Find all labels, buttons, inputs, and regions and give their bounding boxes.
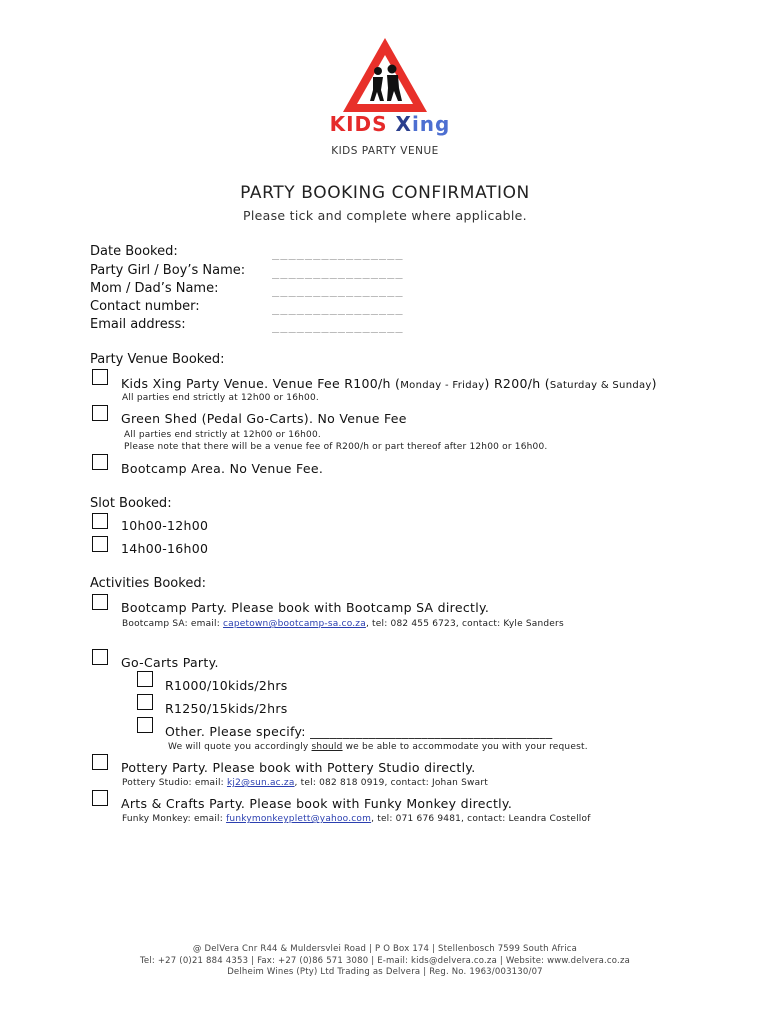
page-title: PARTY BOOKING CONFIRMATION xyxy=(240,183,530,203)
activity-pottery-note: Pottery Studio: email: kj2@sun.ac.za, tel: 082 818 0919, contact: Johan Swart xyxy=(122,778,488,788)
child-name-label: Party Girl / Boy’s Name: xyxy=(90,263,246,278)
activity-arts-crafts-note: Funky Monkey: email: funkymonkeyplett@yahoo.com, tel: 071 676 9481, contact: Leandra Costellof xyxy=(122,814,591,824)
go-carts-other-checkbox[interactable] xyxy=(137,717,153,733)
activity-bootcamp-checkbox[interactable] xyxy=(92,594,108,610)
footer-contact: Tel: +27 (0)21 884 4353 | Fax: +27 (0)86 571 3080 | E-mail: kids@delvera.co.za | Website: www.delvera.co.za xyxy=(139,956,631,966)
brand-wordmark: KIDS Xing xyxy=(329,112,451,136)
go-carts-10kids-label: R1000/10kids/2hrs xyxy=(165,678,288,693)
parent-name-label: Mom / Dad’s Name: xyxy=(90,281,219,296)
parent-name-field[interactable]: ________________ xyxy=(272,283,404,297)
activity-bootcamp-note: Bootcamp SA: email: capetown@bootcamp-sa.co.za, tel: 082 455 6723, contact: Kyle Sanders xyxy=(122,619,564,629)
venue-heading: Party Venue Booked: xyxy=(90,352,225,367)
venue-green-shed-note-1: All parties end strictly at 12h00 or 16h00. xyxy=(124,430,321,440)
email-field[interactable]: ________________ xyxy=(272,319,404,333)
date-booked-field[interactable]: ________________ xyxy=(272,246,404,260)
slot-afternoon-checkbox[interactable] xyxy=(92,536,108,552)
activity-arts-crafts-checkbox[interactable] xyxy=(92,790,108,806)
slot-heading: Slot Booked: xyxy=(90,496,172,511)
slot-afternoon-label: 14h00-16h00 xyxy=(121,541,209,556)
venue-green-shed-checkbox[interactable] xyxy=(92,405,108,421)
footer-address: @ DelVera Cnr R44 & Muldersvlei Road | P O Box 174 | Stellenbosch 7599 South Africa xyxy=(192,944,578,954)
warning-triangle-icon xyxy=(340,35,430,115)
email-label: Email address: xyxy=(90,317,186,332)
go-carts-10kids-checkbox[interactable] xyxy=(137,671,153,687)
venue-green-shed-label: Green Shed (Pedal Go-Carts). No Venue Fee xyxy=(121,411,407,426)
date-booked-label: Date Booked: xyxy=(90,244,178,259)
go-carts-15kids-label: R1250/15kids/2hrs xyxy=(165,701,288,716)
slot-morning-checkbox[interactable] xyxy=(92,513,108,529)
venue-bootcamp-checkbox[interactable] xyxy=(92,454,108,470)
venue-kids-xing-label: Kids Xing Party Venue. Venue Fee R100/h (Monday - Friday) R200/h (Saturday & Sunday) xyxy=(121,376,657,391)
venue-tagline: KIDS PARTY VENUE xyxy=(331,145,439,157)
activity-pottery-checkbox[interactable] xyxy=(92,754,108,770)
activity-bootcamp-label: Bootcamp Party. Please book with Bootcamp SA directly. xyxy=(121,600,490,615)
go-carts-15kids-checkbox[interactable] xyxy=(137,694,153,710)
contact-number-label: Contact number: xyxy=(90,299,200,314)
funky-monkey-email-link[interactable]: funkymonkeyplett@yahoo.com xyxy=(226,814,372,824)
pottery-email-link[interactable]: kj2@sun.ac.za xyxy=(226,778,295,788)
bootcamp-email-link[interactable]: capetown@bootcamp-sa.co.za xyxy=(223,619,366,629)
contact-number-field[interactable]: ________________ xyxy=(272,301,404,315)
activity-pottery-label: Pottery Party. Please book with Pottery Studio directly. xyxy=(121,760,476,775)
activity-arts-crafts-label: Arts & Crafts Party. Please book with Funky Monkey directly. xyxy=(121,796,513,811)
child-name-field[interactable]: ________________ xyxy=(272,265,404,279)
go-carts-other-label[interactable]: Other. Please specify: _____________________________________ xyxy=(165,724,553,739)
slot-morning-label: 10h00-12h00 xyxy=(121,518,209,533)
page-subtitle: Please tick and complete where applicable. xyxy=(243,208,527,223)
footer-registration: Delheim Wines (Pty) Ltd Trading as Delvera | Reg. No. 1963/003130/07 xyxy=(227,967,543,977)
venue-green-shed-note-2: Please note that there will be a venue fee of R200/h or part thereof after 12h00 or 16h00. xyxy=(124,442,548,452)
kids-crossing-logo xyxy=(340,35,430,115)
activity-go-carts-checkbox[interactable] xyxy=(92,649,108,665)
activities-heading: Activities Booked: xyxy=(90,576,206,591)
venue-kids-xing-checkbox[interactable] xyxy=(92,369,108,385)
activity-go-carts-label: Go-Carts Party. xyxy=(121,655,219,670)
venue-bootcamp-label: Bootcamp Area. No Venue Fee. xyxy=(121,461,324,476)
venue-kids-xing-note: All parties end strictly at 12h00 or 16h00. xyxy=(122,393,319,403)
go-carts-note: We will quote you accordingly should we be able to accommodate you with your request. xyxy=(168,742,588,752)
